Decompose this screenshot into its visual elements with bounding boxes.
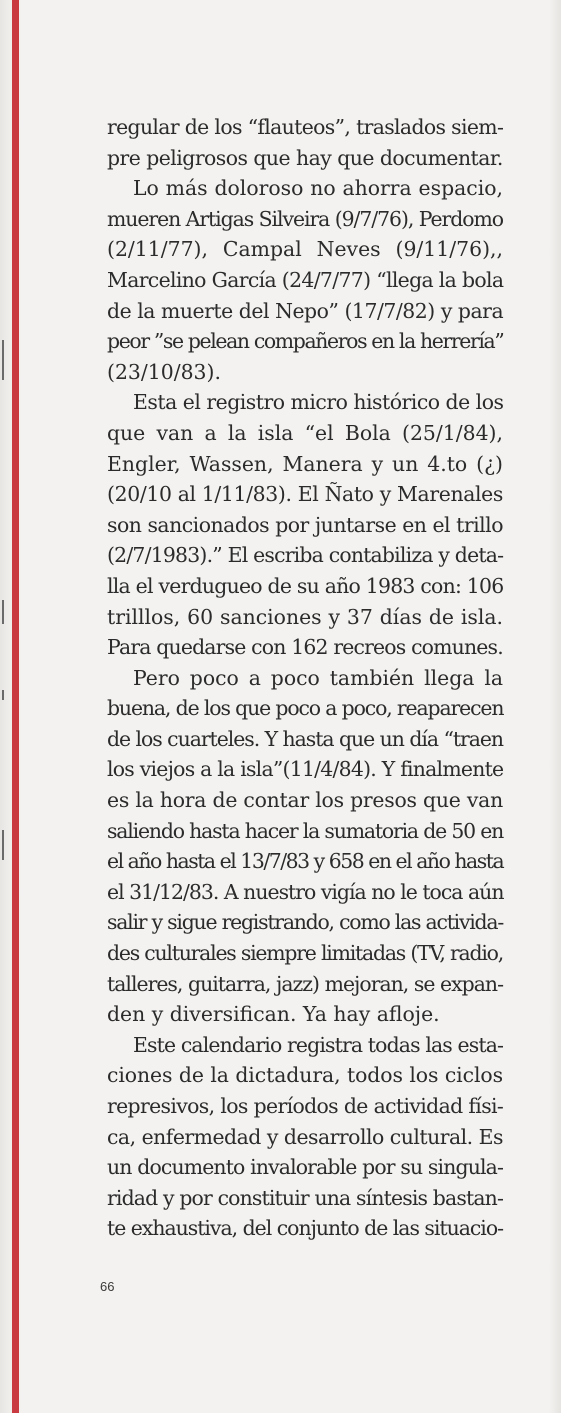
text-line: Lo más doloroso no ahorra espacio, — [133, 176, 503, 201]
edge-mark — [2, 690, 4, 700]
text-line: (2/11/77), Campal Neves (9/11/76),, — [107, 237, 503, 262]
text-line: mueren Artigas Silveira (9/7/76), Perdomo — [107, 206, 503, 231]
text-line: Engler, Wassen, Manera y un 4.to (¿) — [107, 451, 503, 476]
text-line: es la hora de contar los presos que van — [107, 788, 503, 813]
paragraph — [107, 1030, 503, 1244]
paragraph — [107, 663, 503, 1030]
edge-mark — [2, 600, 4, 624]
text-line: (23/10/83). — [107, 359, 221, 384]
text-line: regular de los “flauteos”, traslados siem- — [107, 115, 504, 139]
text-line: que van a la isla “el Bola (25/1/84), — [107, 420, 503, 445]
text-line: buena, de los que poco a poco, reaparecen — [107, 696, 504, 721]
text-line: trilllos, 60 sanciones y 37 días de isla. — [107, 604, 503, 629]
text-line: un documento invalorable por su singula- — [107, 1155, 503, 1180]
text-line: Para quedarse con 162 recreos comunes. — [107, 635, 503, 660]
text-line: Marcelino García (24/7/77) “llega la bola — [107, 267, 504, 292]
text-line: Este calendario registra todas las esta- — [133, 1032, 504, 1057]
red-edge-stripe — [12, 0, 19, 1413]
text-line: ridad y por constituir una síntesis bastan- — [107, 1185, 503, 1210]
edge-mark — [2, 340, 4, 380]
page-binding-edge — [0, 0, 22, 1413]
text-line: (2/7/1983).” El escriba contabiliza y deta- — [107, 543, 504, 568]
text-line: ca, enfermedad y desarrollo cultural. Es — [107, 1124, 503, 1149]
text-line: represivos, los períodos de actividad físi- — [107, 1094, 504, 1118]
text-line: peor ”se pelean compañeros en la herrería” — [107, 329, 504, 354]
text-line: los viejos a la isla”(11/4/84). Y finalmente — [107, 757, 504, 782]
text-line: den y diversifican. Ya hay afloje. — [107, 1002, 440, 1027]
text-line: (20/10 al 1/11/83). El Ñato y Marenales — [107, 482, 503, 507]
text-line: talleres, guitarra, jazz) mejoran, se expan- — [107, 971, 503, 996]
text-line: Pero poco a poco también llega la — [133, 665, 503, 690]
text-line: de los cuarteles. Y hasta que un día “traen — [107, 726, 504, 751]
text-line: salir y sigue registrando, como las activida- — [107, 910, 503, 935]
text-line: te exhaustiva, del conjunto de las situacio- — [107, 1216, 503, 1241]
text-line: Esta el registro micro histórico de los — [133, 390, 504, 415]
text-line: ciones de la dictadura, todos los ciclos — [107, 1063, 503, 1088]
text-line: son sancionados por juntarse en el trillo — [107, 512, 503, 537]
text-line: de la muerte del Nepo” (17/7/82) y para — [107, 298, 504, 323]
paragraph — [107, 112, 503, 173]
edge-mark — [2, 830, 4, 860]
body-text — [107, 112, 503, 1244]
text-line: saliendo hasta hacer la sumatoria de 50 en — [107, 818, 504, 843]
text-line: des culturales siempre limitadas (TV, radio, — [107, 941, 503, 966]
text-line: pre peligrosos que hay que documentar. — [107, 145, 503, 170]
text-line: el 31/12/83. A nuestro vigía no le toca aún — [107, 879, 504, 904]
text-line: lla el verdugueo de su año 1983 con: 106 — [107, 573, 504, 598]
paragraph — [107, 387, 503, 662]
page-right-shadow — [549, 0, 561, 1413]
paragraph — [107, 173, 503, 387]
page-number: 66 — [100, 1279, 115, 1294]
text-line: el año hasta el 13/7/83 y 658 en el año hasta — [107, 849, 504, 874]
